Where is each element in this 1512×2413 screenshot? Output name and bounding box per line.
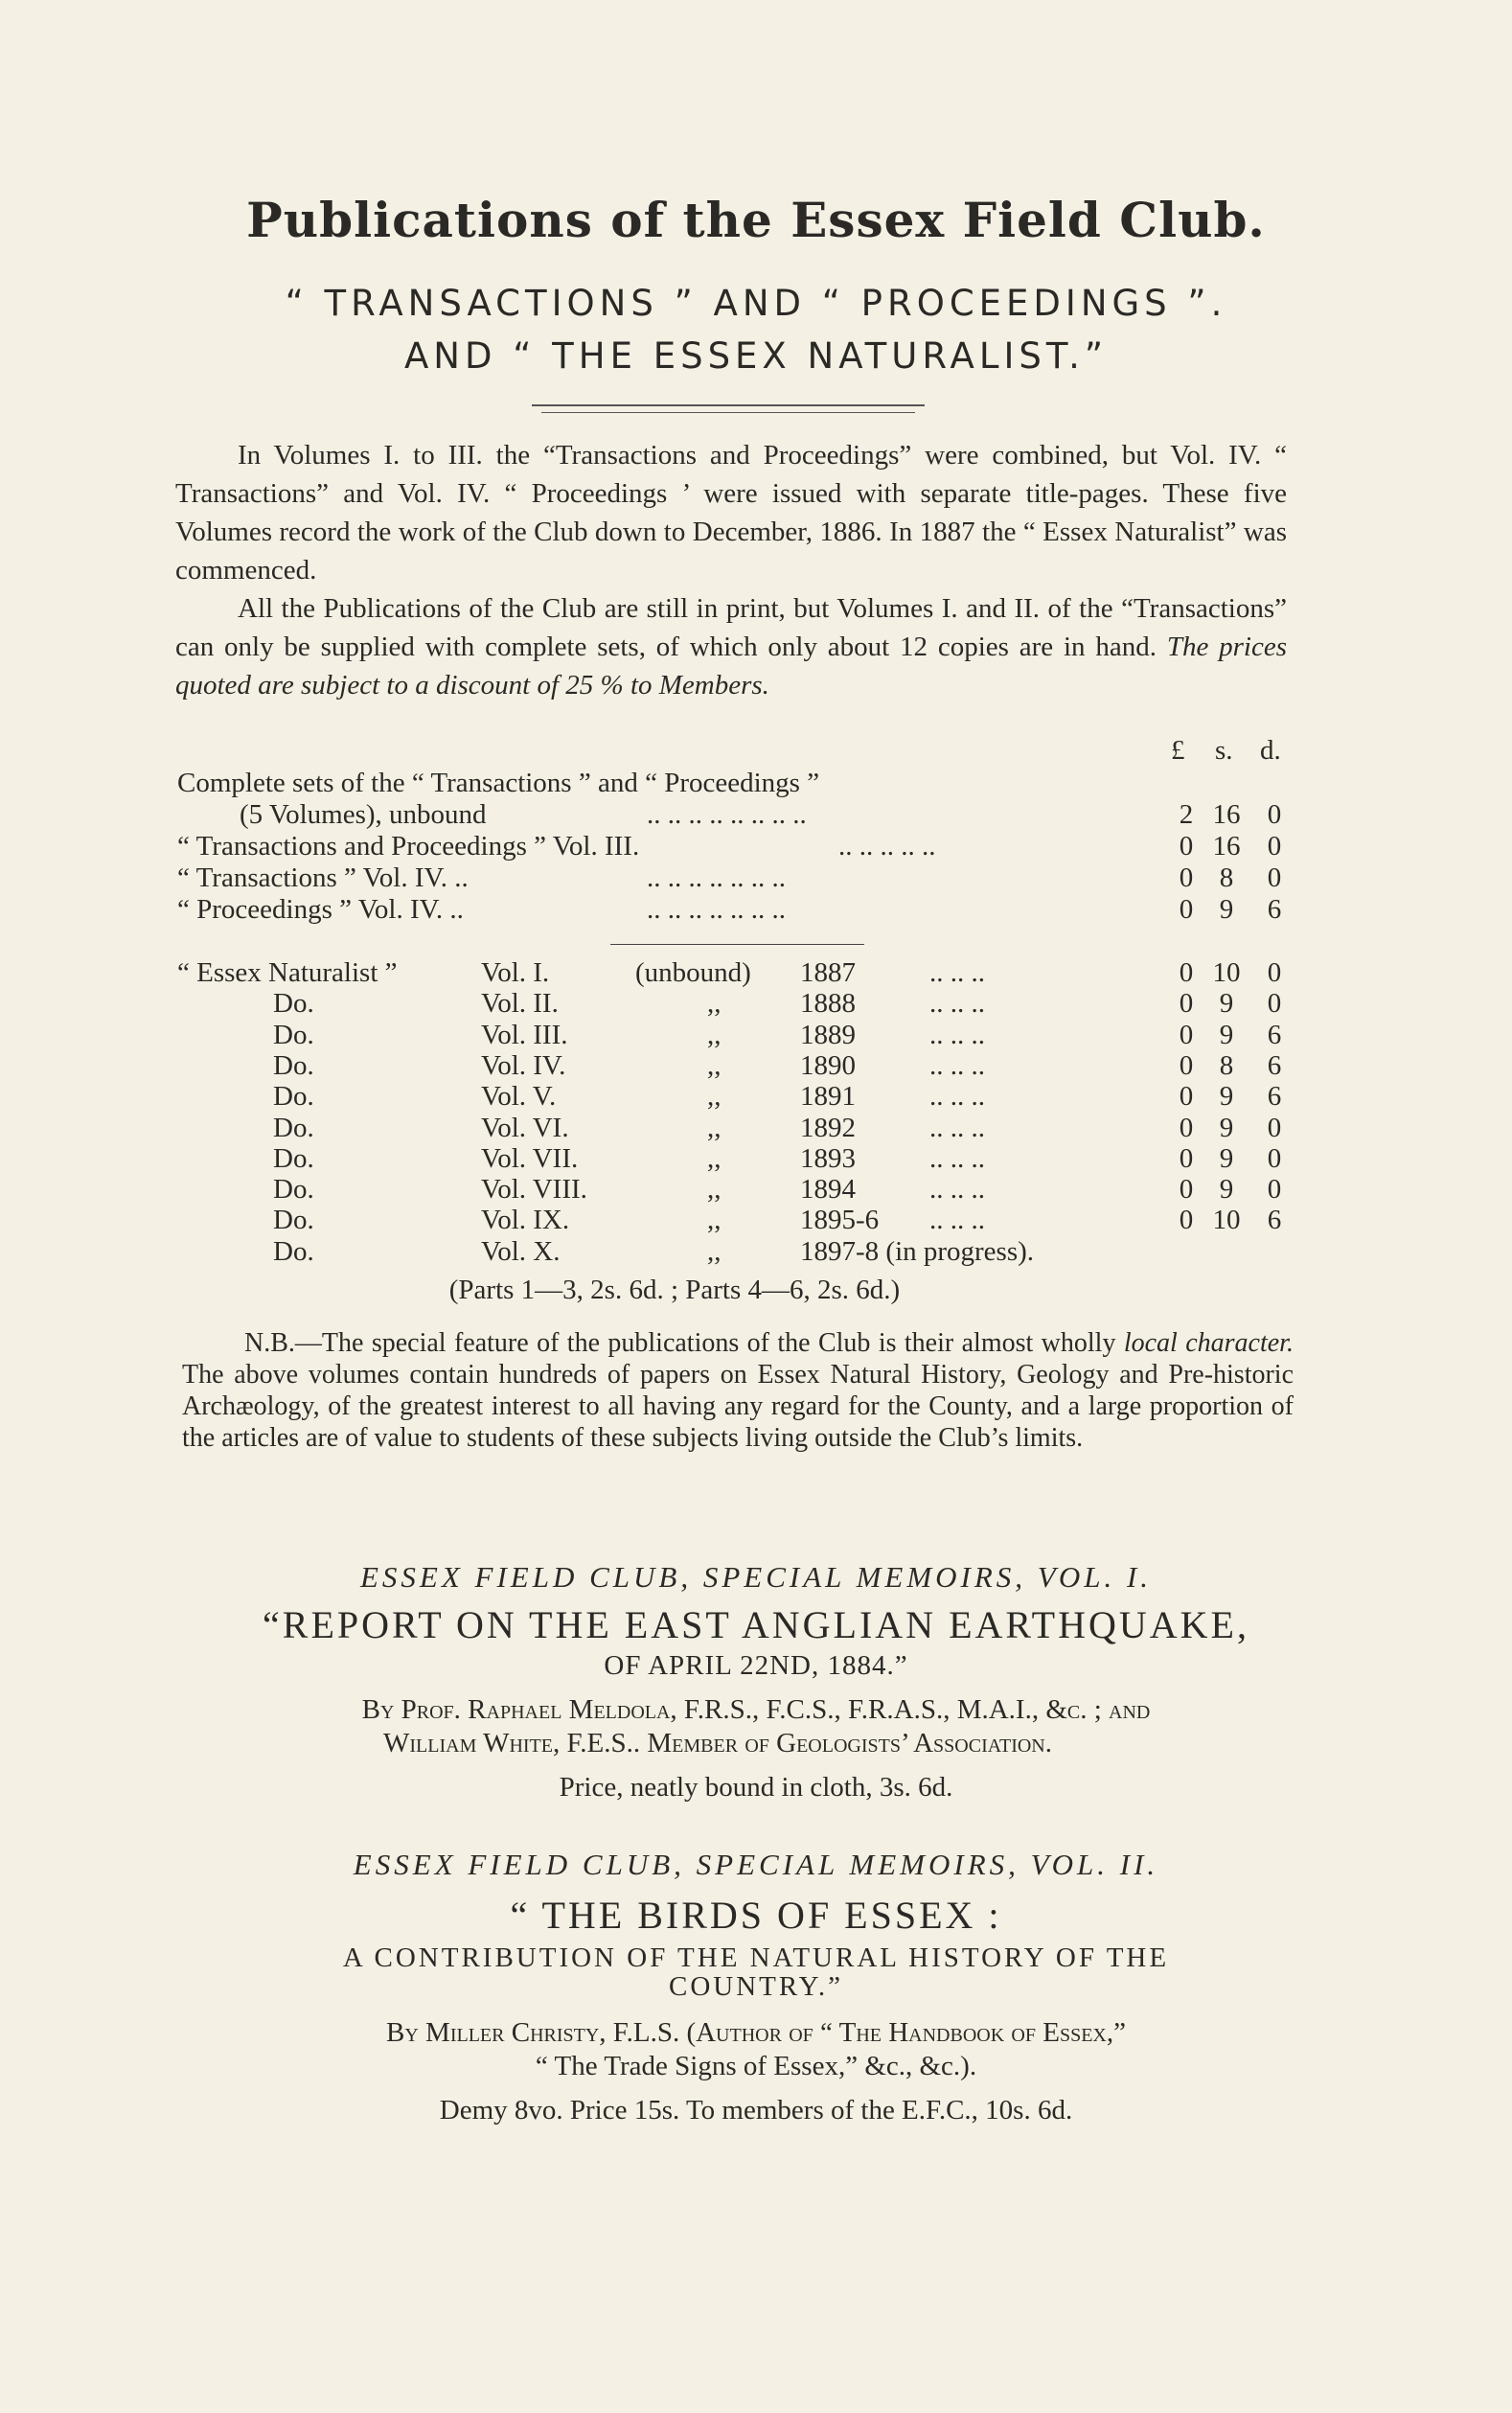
price-row: [177, 862, 1298, 894]
volume-number: Vol. VIII.: [481, 1174, 587, 1206]
naturalist-row: [0, 1080, 1512, 1113]
binding-note: ,,: [707, 1205, 722, 1236]
volume-year: 1895-6: [800, 1205, 880, 1236]
volume-number: Vol. X.: [481, 1235, 561, 1267]
price-row: [177, 830, 1298, 862]
shillings-value: 10: [1212, 957, 1241, 988]
naturalist-row: [0, 1019, 1512, 1051]
volume-year: 1889: [800, 1019, 856, 1050]
volume-number: Vol. V.: [481, 1081, 557, 1113]
naturalist-row: [0, 1204, 1512, 1236]
pence-value: 6: [1267, 1049, 1282, 1081]
volume-number: Vol. IV.: [481, 1049, 566, 1081]
leader-dots: .. .. .. .. .. .. ..: [647, 894, 786, 925]
price-row: [177, 767, 1298, 799]
naturalist-name: Do.: [273, 988, 314, 1020]
pounds-header: £: [1171, 735, 1185, 766]
pounds-value: 2: [1179, 799, 1194, 830]
pence-value: 0: [1267, 831, 1282, 862]
intro-paragraph-1: In Volumes I. to III. the “Transactions and Proceedings” were combined, but Vol. IV. “ Transactions” and Vol. IV. “ Proceedings ’ were issued with separate title-pages. These five Volumes record the work of the Club down to December, 1886. In 1887 the “ Essex Naturalist” was commenced.: [175, 440, 1287, 586]
volume-year: 1892: [800, 1112, 856, 1143]
naturalist-name: Do.: [273, 1081, 314, 1113]
pounds-value: 0: [1179, 1142, 1194, 1174]
price-row-label: “ Proceedings ” Vol. IV. ..: [177, 894, 464, 925]
volume-year: 1893: [800, 1142, 856, 1174]
pence-value: 0: [1267, 1112, 1282, 1143]
naturalist-row: [0, 1112, 1512, 1144]
leader-dots: .. .. ..: [929, 1142, 985, 1174]
volume-year: 1891: [800, 1081, 856, 1113]
naturalist-name: Do.: [273, 1235, 314, 1267]
shillings-header: s.: [1215, 735, 1233, 766]
binding-note: ,,: [707, 1142, 722, 1174]
binding-note: ,,: [707, 1174, 722, 1206]
volume-number: Vol. VI.: [481, 1112, 569, 1143]
intro-paragraph-2-text: All the Publications of the Club are still in print, but Volumes I. and II. of the “Transactions” can only be supplied with complete sets, of which only about 12 copies are in hand.: [175, 593, 1287, 662]
memoir-2-series: ESSEX FIELD CLUB, SPECIAL MEMOIRS, VOL. II.: [353, 1848, 1159, 1881]
memoir-1-title: “REPORT ON THE EAST ANGLIAN EARTHQUAKE,: [263, 1603, 1249, 1646]
naturalist-name: Do.: [273, 1049, 314, 1081]
pounds-value: 0: [1179, 894, 1194, 925]
shillings-value: 8: [1219, 862, 1234, 893]
leader-dots: .. .. ..: [929, 1081, 985, 1113]
subtitle-line-2: AND “ THE ESSEX NATURALIST.”: [403, 335, 1109, 377]
leader-dots: .. .. ..: [929, 1112, 985, 1143]
pounds-value: 0: [1179, 831, 1194, 862]
leader-dots: .. .. ..: [929, 1174, 985, 1206]
subtitle-line-1: “ TRANSACTIONS ” AND “ PROCEEDINGS ”.: [285, 283, 1227, 324]
pence-value: 6: [1267, 1205, 1282, 1236]
parts-note: (Parts 1—3, 2s. 6d. ; Parts 4—6, 2s. 6d.): [448, 1275, 901, 1305]
volume-number: Vol. IX.: [481, 1205, 570, 1236]
pence-value: 6: [1267, 894, 1282, 925]
memoir-1-price: Price, neatly bound in cloth, 3s. 6d.: [559, 1772, 953, 1803]
shillings-value: 16: [1212, 799, 1241, 830]
pence-value: 0: [1267, 1142, 1282, 1174]
price-row-label: “ Transactions and Proceedings ” Vol. III.: [177, 831, 640, 862]
divider-top: [532, 404, 925, 406]
volume-number: Vol. III.: [481, 1019, 568, 1050]
naturalist-row: [0, 987, 1512, 1020]
binding-note: ,,: [707, 1112, 722, 1143]
volume-year: 1887: [800, 957, 856, 988]
binding-note: ,,: [707, 1235, 722, 1267]
volume-number: Vol. VII.: [481, 1142, 579, 1174]
pence-value: 0: [1267, 799, 1282, 830]
leader-dots: .. .. ..: [929, 1205, 985, 1236]
naturalist-row: [0, 956, 1512, 989]
pence-value: 6: [1267, 1019, 1282, 1050]
volume-year: 1888: [800, 988, 856, 1020]
pounds-value: 0: [1179, 1081, 1194, 1113]
memoir-2-subtitle-line-1: A CONTRIBUTION OF THE NATURAL HISTORY OF THE: [342, 1942, 1170, 1973]
pounds-value: 0: [1179, 1112, 1194, 1143]
price-row-label: Complete sets of the “ Transactions ” and “ Proceedings ”: [177, 768, 820, 798]
pounds-value: 0: [1179, 862, 1194, 893]
pounds-value: 0: [1179, 1019, 1194, 1050]
memoir-1-author-line-2: William White, F.E.S.. Member of Geologists’ Association.: [383, 1728, 1052, 1758]
pounds-value: 0: [1179, 957, 1194, 988]
nb-text-end: The above volumes contain hundreds of papers on Essex Natural History, Geology and Pre-historic Archæology, of the greatest interest to all having any regard for the County, and a large proportion of the articles are of value to students of these subjects living outside the Club’s limits.: [182, 1360, 1294, 1453]
pounds-value: 0: [1179, 1174, 1194, 1206]
discount-note: The prices quoted are subject to a discount of 25 % to Members.: [175, 632, 1288, 701]
pence-value: 0: [1267, 988, 1282, 1020]
pence-value: 0: [1267, 957, 1282, 988]
shillings-value: 8: [1219, 1049, 1234, 1081]
binding-note: ,,: [707, 1081, 722, 1113]
memoir-2-title: “ THE BIRDS OF ESSEX :: [510, 1894, 1002, 1937]
volume-year: 1890: [800, 1049, 856, 1081]
shillings-value: 9: [1219, 988, 1234, 1020]
pounds-value: 0: [1179, 1049, 1194, 1081]
memoir-1-author-line-1: By Prof. Raphael Meldola, F.R.S., F.C.S., F.R.A.S., M.A.I., &c. ; and: [361, 1694, 1151, 1725]
price-row-label: “ Transactions ” Vol. IV. ..: [177, 862, 469, 893]
leader-dots: .. .. ..: [929, 957, 985, 988]
shillings-value: 9: [1219, 1081, 1234, 1113]
binding-note: ,,: [707, 1019, 722, 1050]
shillings-value: 9: [1219, 1019, 1234, 1050]
price-row: [177, 798, 1298, 831]
memoir-2-author-line-1: By Miller Christy, F.L.S. (Author of “ The Handbook of Essex,”: [386, 2017, 1126, 2048]
price-row: [177, 893, 1298, 926]
naturalist-row: [0, 1235, 1512, 1268]
volume-year: 1894: [800, 1174, 856, 1206]
memoir-2-subtitle-line-2: COUNTRY.”: [669, 1971, 843, 2002]
binding-note: ,,: [707, 988, 722, 1020]
shillings-value: 16: [1212, 831, 1241, 862]
memoir-1-series: ESSEX FIELD CLUB, SPECIAL MEMOIRS, VOL. I.: [359, 1560, 1153, 1594]
memoir-1-title-line-2: OF APRIL 22ND, 1884.”: [604, 1650, 908, 1681]
naturalist-name: Do.: [273, 1174, 314, 1206]
pence-value: 0: [1267, 1174, 1282, 1206]
naturalist-name: Do.: [273, 1019, 314, 1050]
binding-note: (unbound): [635, 957, 751, 988]
leader-dots: .. .. .. .. ..: [838, 831, 936, 862]
nb-local-character: local character.: [1123, 1328, 1294, 1358]
memoir-2-author-line-2: “ The Trade Signs of Essex,” &c., &c.).: [535, 2051, 977, 2081]
shillings-value: 9: [1219, 894, 1234, 925]
naturalist-row: [0, 1142, 1512, 1175]
shillings-value: 9: [1219, 1174, 1234, 1206]
leader-dots: .. .. ..: [929, 1049, 985, 1081]
pence-value: 0: [1267, 862, 1282, 893]
shillings-value: 9: [1219, 1112, 1234, 1143]
volume-number: Vol. II.: [481, 988, 559, 1020]
naturalist-name: “ Essex Naturalist ”: [177, 957, 398, 988]
leader-dots: .. .. .. .. .. .. ..: [647, 862, 786, 893]
naturalist-name: Do.: [273, 1142, 314, 1174]
shillings-value: 9: [1219, 1142, 1234, 1174]
naturalist-row: [0, 1049, 1512, 1082]
naturalist-row: [0, 1173, 1512, 1206]
leader-dots: .. .. ..: [929, 1019, 985, 1050]
pence-header: d.: [1260, 735, 1281, 766]
volume-number: Vol. I.: [481, 957, 550, 988]
price-row-label: (5 Volumes), unbound: [240, 799, 487, 830]
table-divider: [610, 944, 864, 945]
nb-text-start: N.B.—The special feature of the publications of the Club is their almost wholly: [244, 1328, 1124, 1358]
naturalist-name: Do.: [273, 1112, 314, 1143]
memoir-2-price: Demy 8vo. Price 15s. To members of the E.F.C., 10s. 6d.: [439, 2095, 1073, 2126]
divider-bottom: [541, 412, 915, 413]
pounds-value: 0: [1179, 1205, 1194, 1236]
binding-note: ,,: [707, 1049, 722, 1081]
leader-dots: .. .. ..: [929, 988, 985, 1020]
leader-dots: .. .. .. .. .. .. .. ..: [647, 799, 807, 830]
volume-year: 1897-8 (in progress).: [800, 1235, 1035, 1267]
intro-paragraph-2: [175, 589, 1287, 704]
naturalist-name: Do.: [273, 1205, 314, 1236]
shillings-value: 10: [1212, 1205, 1241, 1236]
page-title: Publications of the Essex Field Club.: [246, 192, 1266, 248]
pounds-value: 0: [1179, 988, 1194, 1020]
pence-value: 6: [1267, 1081, 1282, 1113]
nb-paragraph: [182, 1327, 1294, 1454]
